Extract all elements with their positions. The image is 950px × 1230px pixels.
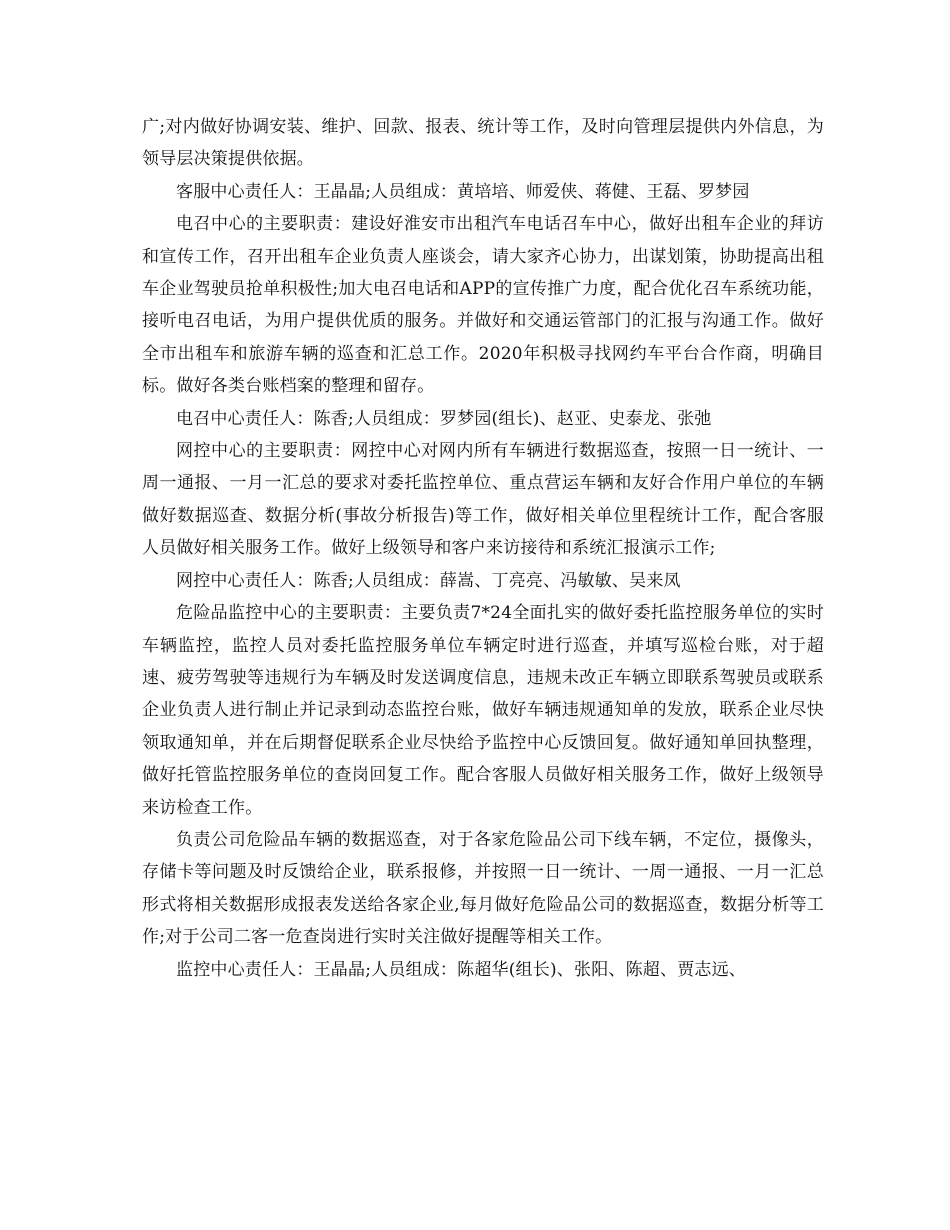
paragraph-wangkong-duties: 网控中心的主要职责：网控中心对网内所有车辆进行数据巡查，按照一日一统计、一周一通报、一月一汇总的要求对委托监控单位、重点营运车辆和友好合作用户单位的车辆做好数据巡查、数据分析(事故分析报告)等工作，做好相关单位里程统计工作，配合客服人员做好相关服务工作。做好上级领导和客户来访接待和系统汇报演示工作; (142, 441, 824, 559)
paragraph-hazmat-data: 负责公司危险品车辆的数据巡查，对于各家危险品公司下线车辆，不定位，摄像头，存储卡等问题及时反馈给企业，联系报修，并按照一日一统计、一周一通报、一月一汇总形式将相关数据形成报表发送给各家企业,每月做好危险品公司的数据巡查，数据分析等工作;对于公司二客一危查岗进行实时关注做好提醒等相关工作。 (142, 829, 824, 948)
paragraph-wangkong-responsible: 网控中心责任人：陈香;人员组成：薛嵩、丁亮亮、冯敏敏、吴来凤 (176, 570, 681, 591)
document-body (142, 111, 824, 986)
paragraph-dianzhao-responsible: 电召中心责任人：陈香;人员组成：罗梦园(组长)、赵亚、史泰龙、张弛 (176, 408, 712, 429)
paragraph-continuation: 广;对内做好协调安装、维护、回款、报表、统计等工作，及时向管理层提供内外信息，为领导层决策提供依据。 (142, 117, 824, 170)
paragraph-kefu-responsible: 客服中心责任人：王晶晶;人员组成：黄培培、师爱侠、蒋健、王磊、罗梦园 (176, 181, 750, 202)
paragraph-dianzhao-duties: 电召中心的主要职责：建设好淮安市出租汽车电话召车中心，做好出租车企业的拜访和宣传工作，召开出租车企业负责人座谈会，请大家齐心协力，出谋划策，协助提高出租车企业驾驶员抢单积极性;加大电召电话和APP的宣传推广力度，配合优化召车系统功能，接听电召电话，为用户提供优质的服务。并做好和交通运管部门的汇报与沟通工作。做好全市出租车和旅游车辆的巡查和汇总工作。2020年积极寻找网约车平台合作商，明确目标。做好各类台账档案的整理和留存。 (142, 214, 824, 397)
paragraph-hazmat-duties: 危险品监控中心的主要职责：主要负责7*24全面扎实的做好委托监控服务单位的实时车辆监控，监控人员对委托监控服务单位车辆定时进行巡查，并填写巡检台账，对于超速、疲劳驾驶等违规行为车辆及时发送调度信息，违规未改正车辆立即联系驾驶员或联系企业负责人进行制止并记录到动态监控台账，做好车辆违规通知单的发放，联系企业尽快领取通知单，并在后期督促联系企业尽快给予监控中心反馈回复。做好通知单回执整理，做好托管监控服务单位的查岗回复工作。配合客服人员做好相关服务工作，做好上级领导来访检查工作。 (142, 603, 824, 818)
paragraph-monitor-responsible: 监控中心责任人：王晶晶;人员组成：陈超华(组长)、张阳、陈超、贾志远、 (176, 959, 746, 980)
